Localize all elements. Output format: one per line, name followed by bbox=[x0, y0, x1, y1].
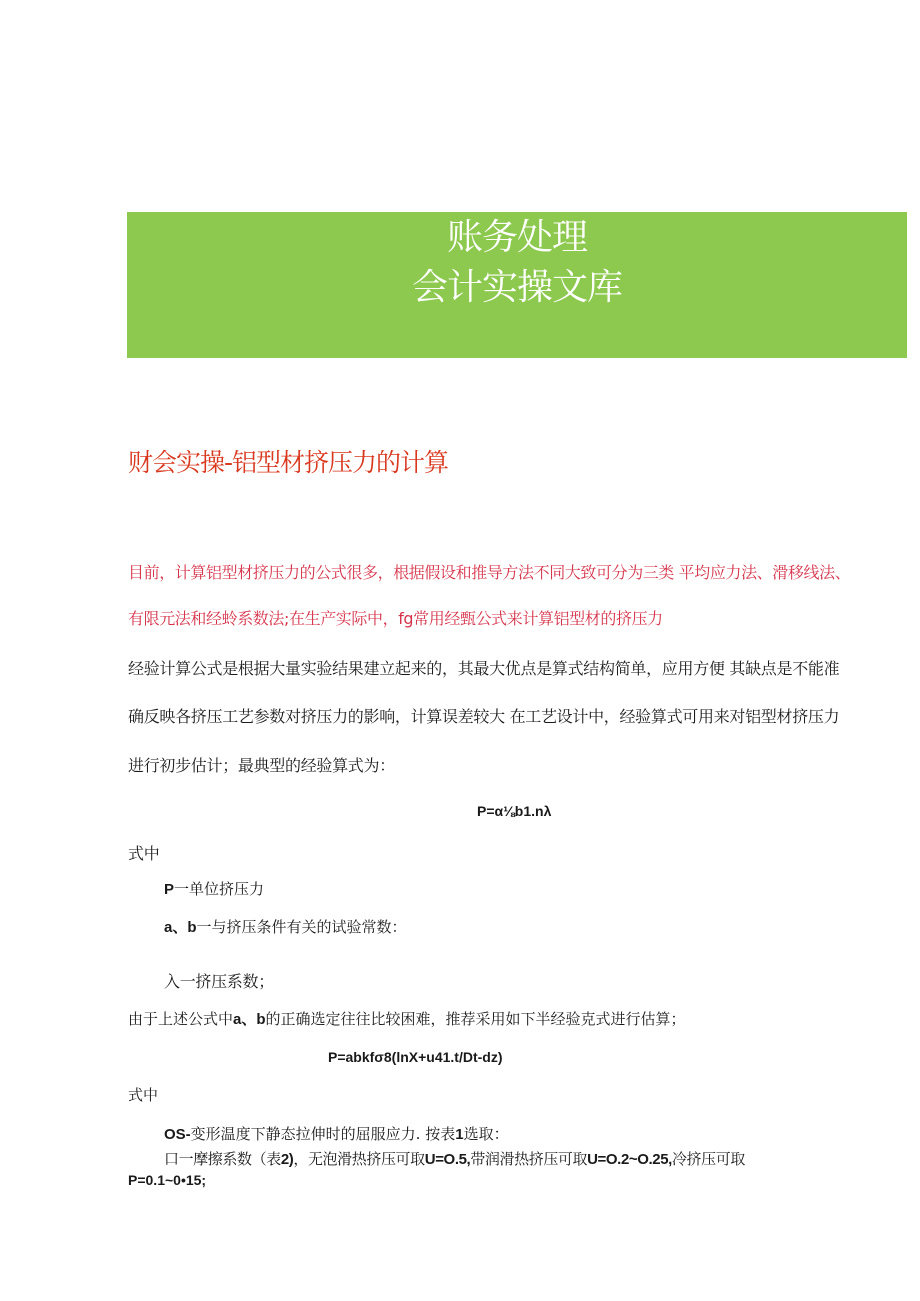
formula-semi-empirical: P=abkfσ8(lnX+u41.t/Dt-dz) bbox=[328, 1049, 503, 1065]
definition-os-symbol: OS- bbox=[164, 1126, 191, 1143]
banner-title-line-1: 账务处理 bbox=[446, 217, 587, 258]
document-title: 财会实操-铝型材挤压力的计算 bbox=[128, 448, 449, 477]
paragraph-line-3: 进行初步估计；最典型的经验算式为： bbox=[128, 756, 395, 775]
definition-mu-value-2: U=O.2~O.25, bbox=[587, 1151, 672, 1168]
definition-p-text: 一单位挤压力 bbox=[174, 880, 265, 898]
formula-empirical: P=α⅛b1.nλ bbox=[477, 803, 552, 819]
definition-os-table-number: 1 bbox=[455, 1126, 464, 1143]
semi-empirical-intro-part-2: 的正确选定往往比较困难，推荐采用如下半经验克式进行估算； bbox=[265, 1010, 686, 1028]
paragraph-line-2: 确反映各挤压工艺参数对挤压力的影响，计算误差较大 在工艺设计中，经验算式可用来对铝型材挤压力 bbox=[128, 707, 840, 726]
definition-ab-symbol: a、b bbox=[164, 919, 197, 936]
header-banner bbox=[127, 212, 907, 358]
paragraph-line-1: 经验计算公式是根据大量实验结果建立起来的，其最大优点是算式结构简单，应用方便 其缺点是不能准 bbox=[128, 659, 840, 678]
semi-empirical-intro-symbol: a、b bbox=[233, 1011, 266, 1028]
definition-mu-text-2: ，无泡滑热挤压可取 bbox=[293, 1150, 425, 1168]
banner-title-line-2: 会计实操文库 bbox=[411, 267, 622, 308]
semi-empirical-intro-part-1: 由于上述公式中 bbox=[128, 1010, 234, 1028]
definition-ab-text: 一与挤压条件有关的试验常数： bbox=[196, 918, 407, 936]
where-label-1: 式中 bbox=[128, 844, 160, 863]
definition-os-text-1: 变形温度下静态拉伸时的屈服应力. 按表 bbox=[190, 1125, 456, 1143]
definition-mu-table-number: 2) bbox=[280, 1151, 294, 1168]
definition-p-symbol: P bbox=[164, 881, 175, 898]
intro-red-line-2: 有限元法和经蛉系数法;在生产实际中，fg常用经甄公式来计算铝型材的挤压力 bbox=[128, 609, 663, 628]
definition-mu-text-4: 冷挤压可取 bbox=[671, 1150, 745, 1168]
definition-p bbox=[164, 880, 264, 899]
definition-mu-text-1: 口一摩擦系数（表 bbox=[164, 1150, 281, 1168]
definition-last-value: P=0.1~0•15; bbox=[128, 1172, 207, 1188]
semi-empirical-intro bbox=[128, 1010, 686, 1029]
definition-lambda: 入一挤压系数； bbox=[164, 972, 274, 991]
definition-os bbox=[164, 1125, 509, 1144]
definition-mu bbox=[164, 1150, 745, 1169]
definition-mu-value-1: U=O.5, bbox=[424, 1151, 471, 1168]
where-label-2: 式中 bbox=[128, 1086, 159, 1104]
intro-red-line-1: 目前，计算铝型材挤压力的公式很多，根据假设和推导方法不同大致可分为三类 平均应力法、滑移线法、 bbox=[128, 563, 851, 582]
definition-ab bbox=[164, 918, 407, 937]
definition-os-text-2: 选取： bbox=[463, 1125, 509, 1143]
definition-mu-text-3: 带润滑热挤压可取 bbox=[470, 1150, 588, 1168]
